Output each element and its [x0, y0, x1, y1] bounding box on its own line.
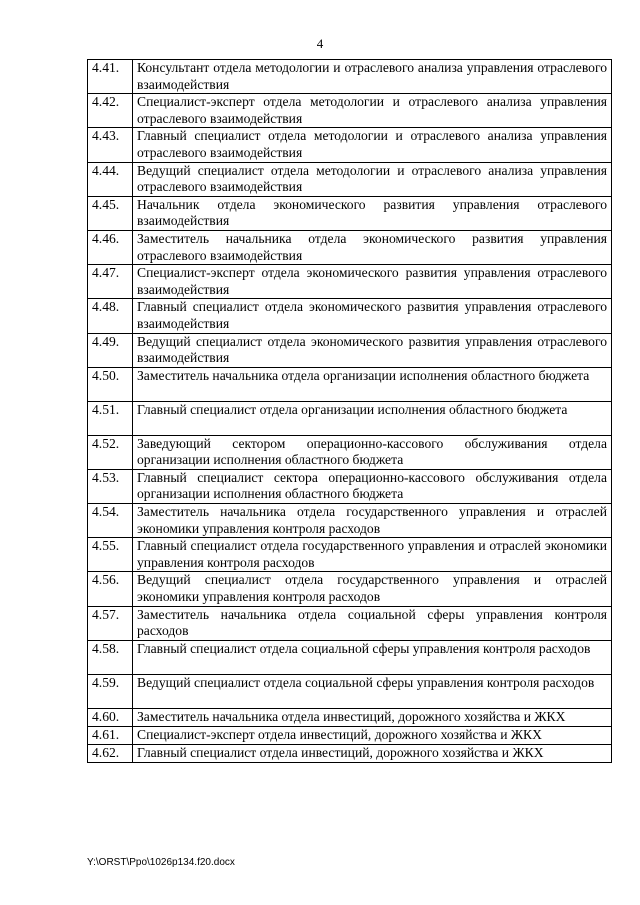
- row-number: 4.57.: [88, 606, 133, 640]
- row-position-text: Специалист-эксперт отдела экономического развития управления отраслевого взаимодействия: [133, 265, 612, 299]
- row-position-text: Начальник отдела экономического развития управления отраслевого взаимодействия: [133, 196, 612, 230]
- row-number: 4.52.: [88, 435, 133, 469]
- row-number: 4.44.: [88, 162, 133, 196]
- row-number: 4.55.: [88, 538, 133, 572]
- row-position-text: Ведущий специалист отдела государственного управления и отраслей экономики управления контроля расходов: [133, 572, 612, 606]
- row-number: 4.50.: [88, 367, 133, 401]
- table-row: [88, 230, 612, 264]
- table-row: [88, 726, 612, 744]
- row-position-text: Главный специалист отдела методологии и отраслевого анализа управления отраслевого взаимодействия: [133, 128, 612, 162]
- row-position-text: Ведущий специалист отдела методологии и отраслевого анализа управления отраслевого взаимодействия: [133, 162, 612, 196]
- row-number: 4.45.: [88, 196, 133, 230]
- row-position-text: Специалист-эксперт отдела инвестиций, дорожного хозяйства и ЖКХ: [133, 726, 612, 744]
- row-position-text: Консультант отдела методологии и отраслевого анализа управления отраслевого взаимодействия: [133, 60, 612, 94]
- row-position-text: Ведущий специалист отдела экономического развития управления отраслевого взаимодействия: [133, 333, 612, 367]
- table-row: [88, 94, 612, 128]
- row-number: 4.60.: [88, 708, 133, 726]
- footer-file-path: Y:\ORST\Ppo\1026p134.f20.docx: [87, 857, 235, 868]
- row-number: 4.43.: [88, 128, 133, 162]
- table-row: [88, 299, 612, 333]
- table-row: [88, 162, 612, 196]
- table-row: [88, 469, 612, 503]
- row-number: 4.61.: [88, 726, 133, 744]
- positions-table: [87, 59, 612, 763]
- table-row: [88, 196, 612, 230]
- table-row: [88, 538, 612, 572]
- table-row: [88, 128, 612, 162]
- row-position-text: Главный специалист отдела инвестиций, дорожного хозяйства и ЖКХ: [133, 744, 612, 762]
- row-number: 4.42.: [88, 94, 133, 128]
- row-position-text: Заместитель начальника отдела инвестиций, дорожного хозяйства и ЖКХ: [133, 708, 612, 726]
- row-number: 4.59.: [88, 674, 133, 708]
- table-row: [88, 265, 612, 299]
- row-number: 4.51.: [88, 401, 133, 435]
- row-number: 4.46.: [88, 230, 133, 264]
- row-position-text: Заместитель начальника отдела организации исполнения областного бюджета: [133, 367, 612, 401]
- row-number: 4.58.: [88, 640, 133, 674]
- row-position-text: Главный специалист отдела социальной сферы управления контроля расходов: [133, 640, 612, 674]
- table-row: [88, 401, 612, 435]
- row-position-text: Заведующий сектором операционно-кассового обслуживания отдела организации исполнения областного бюджета: [133, 435, 612, 469]
- table-row: [88, 708, 612, 726]
- row-position-text: Заместитель начальника отдела экономического развития управления отраслевого взаимодействия: [133, 230, 612, 264]
- row-position-text: Главный специалист отдела организации исполнения областного бюджета: [133, 401, 612, 435]
- row-position-text: Заместитель начальника отдела государственного управления и отраслей экономики управления контроля расходов: [133, 504, 612, 538]
- table-row: [88, 367, 612, 401]
- row-number: 4.48.: [88, 299, 133, 333]
- row-position-text: Заместитель начальника отдела социальной сферы управления контроля расходов: [133, 606, 612, 640]
- table-row: [88, 333, 612, 367]
- row-position-text: Главный специалист отдела экономического развития управления отраслевого взаимодействия: [133, 299, 612, 333]
- table-row: [88, 504, 612, 538]
- row-number: 4.54.: [88, 504, 133, 538]
- row-number: 4.41.: [88, 60, 133, 94]
- row-position-text: Главный специалист сектора операционно-кассового обслуживания отдела организации исполнения областного бюджета: [133, 469, 612, 503]
- row-position-text: Ведущий специалист отдела социальной сферы управления контроля расходов: [133, 674, 612, 708]
- row-number: 4.56.: [88, 572, 133, 606]
- row-number: 4.49.: [88, 333, 133, 367]
- row-number: 4.53.: [88, 469, 133, 503]
- row-number: 4.47.: [88, 265, 133, 299]
- table-row: [88, 640, 612, 674]
- table-row: [88, 60, 612, 94]
- table-row: [88, 435, 612, 469]
- table-row: [88, 606, 612, 640]
- table-row: [88, 744, 612, 762]
- page-number: 4: [316, 36, 324, 51]
- table-row: [88, 572, 612, 606]
- row-position-text: Специалист-эксперт отдела методологии и отраслевого анализа управления отраслевого взаимодействия: [133, 94, 612, 128]
- row-position-text: Главный специалист отдела государственного управления и отраслей экономики управления контроля расходов: [133, 538, 612, 572]
- row-number: 4.62.: [88, 744, 133, 762]
- table-row: [88, 674, 612, 708]
